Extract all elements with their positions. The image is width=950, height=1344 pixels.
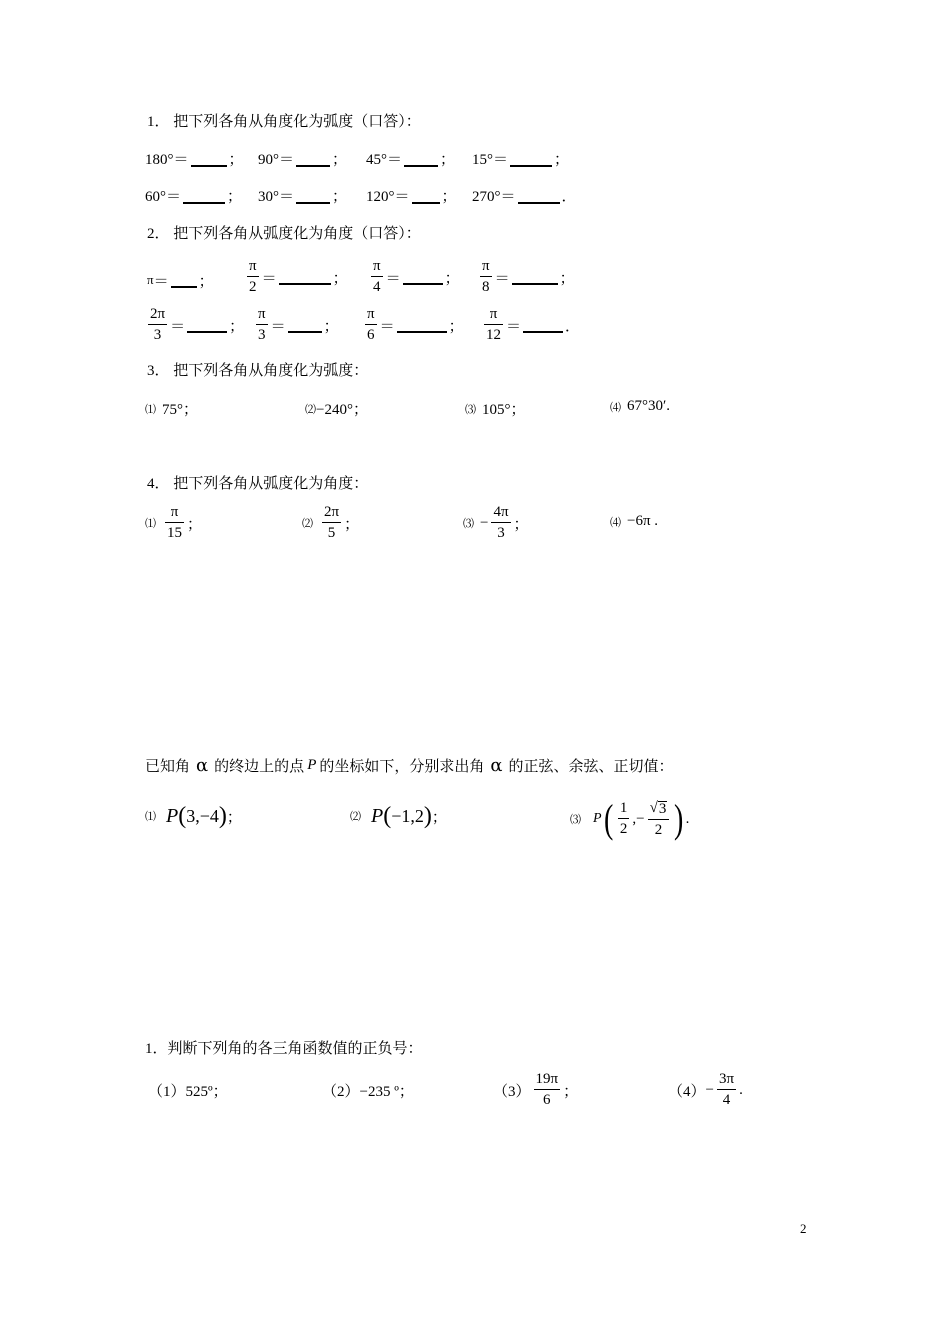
q1-item-15: 15°＝ ； <box>472 152 570 168</box>
answer-blank[interactable] <box>288 317 322 333</box>
answer-blank[interactable] <box>404 151 438 167</box>
answer-blank[interactable] <box>279 269 331 285</box>
q3-item-2: ⑵ −240°； <box>305 402 368 418</box>
fraction: $\frac{\pi}{4}$ <box>373 258 381 295</box>
answer-blank[interactable] <box>523 317 563 333</box>
q1-heading: 1． 把下列各角从角度化为弧度（口答）： <box>147 114 421 130</box>
q5-item-2: ⑵ P ( −1,2 ) ； <box>350 802 447 829</box>
q5-item-3: ⑶ P ( $\frac{1}{2}$ ,− √ 3 2 ) . <box>570 796 690 841</box>
q2-item-2pi-3: $\frac{2\pi}{3}$ ＝ ； <box>150 306 245 343</box>
answer-blank[interactable] <box>296 151 330 167</box>
q6-item-4: （4） − $\frac{3\pi}{4}$ . <box>668 1071 743 1108</box>
answer-blank[interactable] <box>191 151 227 167</box>
q5-item-1: ⑴ P ( 3,−4 ) ； <box>145 802 242 829</box>
answer-blank[interactable] <box>296 188 330 204</box>
answer-blank[interactable] <box>403 269 443 285</box>
answer-blank[interactable] <box>183 188 225 204</box>
fraction: $\frac{4\pi}{3}$ <box>493 504 509 541</box>
fraction: $\frac{2\pi}{3}$ <box>150 306 166 343</box>
q1-item-60: 60°＝ ； <box>145 189 243 205</box>
fraction: $\frac{19\pi}{6}$ <box>535 1071 559 1108</box>
fraction: $\frac{\pi}{12}$ <box>486 306 501 343</box>
q2-item-pi: π ＝ ； <box>147 272 214 290</box>
q3-heading: 3． 把下列各角从角度化为弧度： <box>147 363 369 379</box>
q1-item-45: 45°＝ ； <box>366 152 456 168</box>
q1-item-180: 180°＝ ； <box>145 152 244 168</box>
fraction: $\frac{\pi}{3}$ <box>258 306 266 343</box>
fraction: $\frac{1}{2}$ <box>619 800 628 837</box>
answer-blank[interactable] <box>510 151 552 167</box>
page-number: 2 <box>800 1221 807 1236</box>
q1-item-30: 30°＝ ； <box>258 189 348 205</box>
fraction: √ 3 2 <box>648 801 670 838</box>
q2-item-pi-4: $\frac{\pi}{4}$ ＝ ； <box>373 258 460 295</box>
q4-item-2: ⑵ $\frac{2\pi}{5}$ ； <box>302 504 360 541</box>
q3-item-3: ⑶ 105°； <box>465 402 526 418</box>
q3-item-1: ⑴ 75°； <box>145 402 198 418</box>
fraction: $\frac{\pi}{15}$ <box>167 504 182 541</box>
q1-item-270: 270°＝ ． <box>472 189 577 205</box>
q4-item-3: ⑶ − $\frac{4\pi}{3}$ ； <box>463 504 529 541</box>
answer-blank[interactable] <box>171 272 197 288</box>
fraction: $\frac{\pi}{2}$ <box>249 258 257 295</box>
q4-heading: 4． 把下列各角从弧度化为角度： <box>147 476 369 492</box>
q2-item-pi-2: $\frac{\pi}{2}$ ＝ ； <box>249 258 348 295</box>
fraction: $\frac{2\pi}{5}$ <box>324 504 340 541</box>
q1-item-120: 120°＝ ； <box>366 189 457 205</box>
answer-blank[interactable] <box>187 317 227 333</box>
q1-item-90: 90°＝ ； <box>258 152 348 168</box>
q2-item-pi-8: $\frac{\pi}{8}$ ＝ ； <box>482 258 575 295</box>
q4-item-1: ⑴ $\frac{\pi}{15}$ ； <box>145 504 203 541</box>
fraction: $\frac{\pi}{6}$ <box>367 306 375 343</box>
q4-item-4: ⑷ −6π . <box>610 513 659 529</box>
q3-item-4: ⑷ 67°30′. <box>610 398 671 414</box>
answer-blank[interactable] <box>518 188 560 204</box>
answer-blank[interactable] <box>397 317 447 333</box>
q2-item-pi-12: $\frac{\pi}{12}$ ＝ ． <box>486 306 581 343</box>
q2-item-pi-6: $\frac{\pi}{6}$ ＝ ； <box>367 306 464 343</box>
answer-blank[interactable] <box>412 188 440 204</box>
q6-item-1: （1） 525º； <box>148 1084 228 1100</box>
fraction: $\frac{3\pi}{4}$ <box>718 1071 735 1108</box>
q2-heading: 2． 把下列各角从弧度化为角度（口答）： <box>147 226 421 242</box>
q5-heading: 已知角 α 的终边上的点 P 的坐标如下，分别求出角 α 的正弦、余弦、正切值： <box>145 755 674 776</box>
q2-item-pi-3: $\frac{\pi}{3}$ ＝ ； <box>258 306 339 343</box>
answer-blank[interactable] <box>512 269 558 285</box>
fraction: $\frac{\pi}{8}$ <box>482 258 490 295</box>
q6-heading: 1．判断下列角的各三角函数值的正负号： <box>145 1041 423 1057</box>
q6-item-2: （2） −235 º； <box>322 1084 414 1100</box>
q6-item-3: （3） $\frac{19\pi}{6}$ ； <box>493 1071 579 1108</box>
